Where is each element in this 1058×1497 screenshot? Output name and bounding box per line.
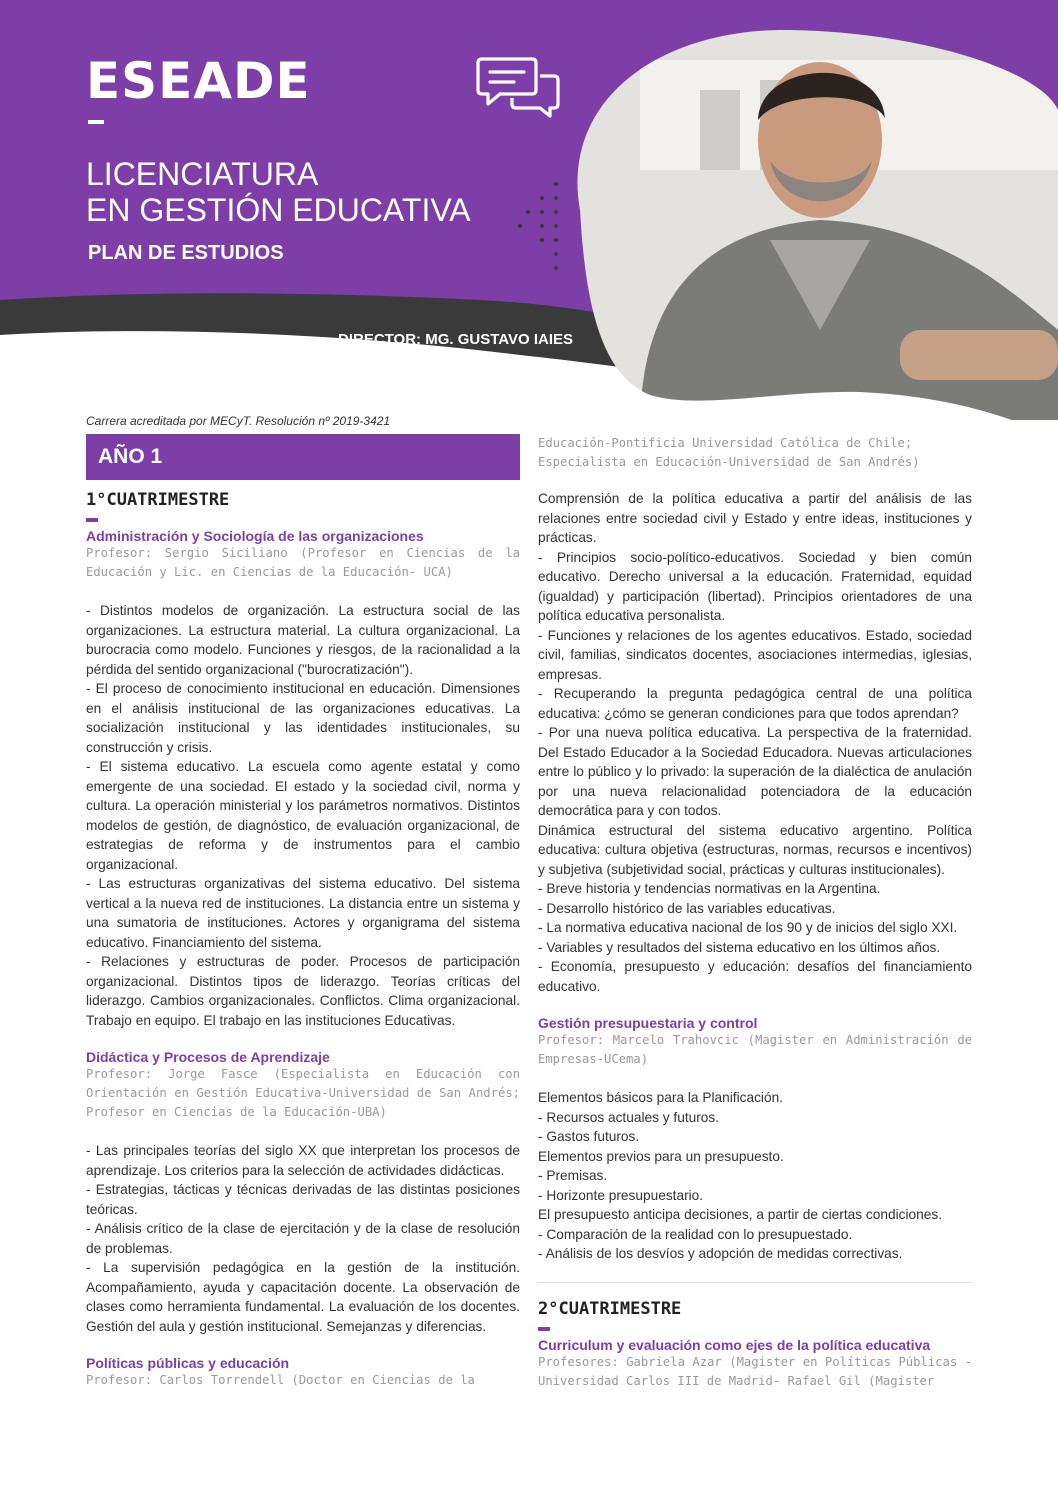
content-item: Elementos previos para un presupuesto. <box>538 1148 784 1164</box>
content-item: - La supervisión pedagógica en la gestión de la institución. Acompañamiento, ayuda y capacitación docente. La observación de clases como herramienta fundamental. La evaluación de los docentes. Gestión del aula y gestión institucional. Semejanzas y diferencias. <box>86 1260 520 1334</box>
course-content <box>538 489 972 996</box>
section-divider <box>538 1282 972 1283</box>
content-item: - Por una nueva política educativa. La perspectiva de la fraternidad. Del Estado Educador a la Sociedad Educadora. Nuevas articulaciones entre lo público y lo privado: la superación de la dialéctica de anulación por una nueva relacionalidad potenciadora de la educación democrática para y con todos. <box>538 725 972 818</box>
content-item: - Breve historia y tendencias normativas en la Argentina. <box>538 881 881 896</box>
professor-continuation: Educación-Pontificia Universidad Católica de Chile; Especialista en Educación-Universidad de San Andrés) <box>538 436 920 469</box>
content-item: El presupuesto anticipa decisiones, a partir de ciertas condiciones. <box>538 1207 943 1222</box>
content-item: Comprensión de la política educativa a partir del análisis de las relaciones entre sociedad civil y Estado y entre ideas, instituciones y prácticas. <box>538 491 972 545</box>
content-item: - Principios socio-político-educativos. Sociedad y bien común educativo. Derecho universal a la educación. Fraternidad, equidad (igualdad) y participación (libertad). Principios orientadores de una política educativa personalista. <box>538 549 972 623</box>
content-item: - Economía, presupuesto y educación: desafíos del financiamiento educativo. <box>538 959 972 994</box>
right-column <box>538 434 972 1391</box>
left-column <box>86 434 520 1390</box>
content-item: Dinámica estructural del sistema educativo argentino. Política educativa: cultura objetiva (estructuras, normas, recursos e incentivos) y subjetiva (subjetividad social, prácticas y culturas institucionales). <box>538 822 972 877</box>
content-item: - Horizonte presupuestario. <box>538 1187 704 1203</box>
content-item: - Gastos futuros. <box>538 1129 640 1144</box>
content-item: - Recuperando la pregunta pedagógica central de una política educativa: ¿cómo se generan condiciones para que todos aprendan? <box>538 686 972 721</box>
semester-dash <box>538 1327 550 1331</box>
content-item: - Distintos modelos de organización. La estructura social de las organizaciones. La estructura material. La cultura organizacional. La burocracia como modelo. Funciones y riesgos, de la racionalidad a la pérdida del sentido organizacional ("burocratización"). <box>86 603 520 677</box>
content-item: - Desarrollo histórico de las variables educativas. <box>538 900 836 916</box>
semester-dash <box>86 518 98 522</box>
course-title: Gestión presupuestaria y control <box>538 1015 758 1031</box>
course-content <box>86 601 520 1030</box>
content-item: - Análisis crítico de la clase de ejercitación y de la clase de resolución de problemas. <box>86 1221 520 1256</box>
content-item: - Análisis de los desvíos y adopción de medidas correctivas. <box>538 1246 903 1261</box>
director-label: DIRECTOR: MG. GUSTAVO IAIES <box>338 331 574 348</box>
content-item: - Comparación de la realidad con lo presupuestado. <box>538 1226 853 1242</box>
director-photo <box>560 20 1058 420</box>
logo-dash <box>88 120 104 124</box>
course-title: Políticas públicas y educación <box>86 1355 290 1371</box>
content-item: - Premisas. <box>538 1168 608 1183</box>
content-item: Elementos básicos para la Planificación. <box>538 1090 783 1105</box>
program-line-1: LICENCIATURA <box>86 156 319 192</box>
course-professor: Profesor: Sergio Siciliano (Profesor en Ciencias de la Educación y Lic. en Ciencias de la Educación- UCA) <box>86 546 520 579</box>
plan-title: PLAN DE ESTUDIOS <box>88 242 284 264</box>
content-item: - Las principales teorías del siglo XX que interpretan los procesos de aprendizaje. Los criterios para la selección de actividades didácticas. <box>86 1143 520 1178</box>
course-content <box>538 1088 972 1264</box>
course-title: Curriculum y evaluación como ejes de la política educativa <box>538 1336 931 1353</box>
semester-heading: 1°CUATRIMESTRE <box>86 490 230 510</box>
chat-bubbles-icon <box>476 56 562 118</box>
content-item: - La normativa educativa nacional de los 90 y de inicios del siglo XXI. <box>538 920 958 935</box>
year-heading: AÑO 1 <box>86 434 520 480</box>
course-title: Didáctica y Procesos de Aprendizaje <box>86 1049 330 1065</box>
course-content <box>86 1141 520 1336</box>
semester-heading: 2°CUATRIMESTRE <box>538 1298 682 1319</box>
program-line-2: EN GESTIÓN EDUCATIVA <box>86 192 471 228</box>
accreditation-note: Carrera acreditada por MECyT. Resolución nº 2019-3421 <box>86 414 391 428</box>
content-item: - Las estructuras organizativas del sistema educativo. Del sistema vertical a la nueva red de instituciones. La distancia entre un sistema y una sumatoria de instituciones. Actores y organigrama del sistema educativo. Financiamiento del sistema. <box>86 876 520 950</box>
content-item: - El proceso de conocimiento institucional en educación. Dimensiones en el análisis institucional de las organizaciones educativas. La socialización institucional y las identidades institucionales, su construcción y crisis. <box>86 681 520 755</box>
program-title <box>86 156 546 228</box>
course-professor: Profesores: Gabriela Azar (Magister en Políticas Públicas -Universidad Carlos III de Madrid- Rafael Gil (Magister <box>538 1354 972 1388</box>
content-item: - Estrategias, tácticas y técnicas derivadas de las distintas posiciones teóricas. <box>86 1182 520 1217</box>
content-item: - Relaciones y estructuras de poder. Procesos de participación organizacional. Distintos tipos de liderazgo. Teorías críticas del liderazgo. Cambios organizacionales. Conflictos. Clima organizacional. Trabajo en equipo. El trabajo en las instituciones Educativas. <box>86 954 520 1028</box>
course-professor: Profesor: Jorge Fasce (Especialista en Educación con Orientación en Gestión Educativa-Universidad de San Andrés; Profesor en Ciencias de la Educación-UBA) <box>86 1067 520 1119</box>
content-item: - Recursos actuales y futuros. <box>538 1109 720 1125</box>
content-item: - Variables y resultados del sistema educativo en los últimos años. <box>538 939 941 955</box>
content-item: - Funciones y relaciones de los agentes educativos. Estado, sociedad civil, familias, sindicatos docentes, asociaciones intermedias, iglesias, empresas. <box>538 627 972 682</box>
course-professor: Profesor: Marcelo Trahovcic (Magister en Administración de Empresas-UCema) <box>538 1033 972 1066</box>
eseade-logo: ESEADE <box>86 52 311 110</box>
course-professor: Profesor: Carlos Torrendell (Doctor en Ciencias de la <box>86 1373 475 1387</box>
course-title: Administración y Sociología de las organizaciones <box>86 528 424 544</box>
content-item: - El sistema educativo. La escuela como agente estatal y como emergente de una sociedad. El estado y la sociedad civil, norma y cultura. La operación ministerial y los parámetros normativos. Distintos modelos de gestión, de diagnóstico, de evaluación organizacional, de estrategias de reforma y de instrumentos para el cambio organizacional. <box>86 759 520 872</box>
